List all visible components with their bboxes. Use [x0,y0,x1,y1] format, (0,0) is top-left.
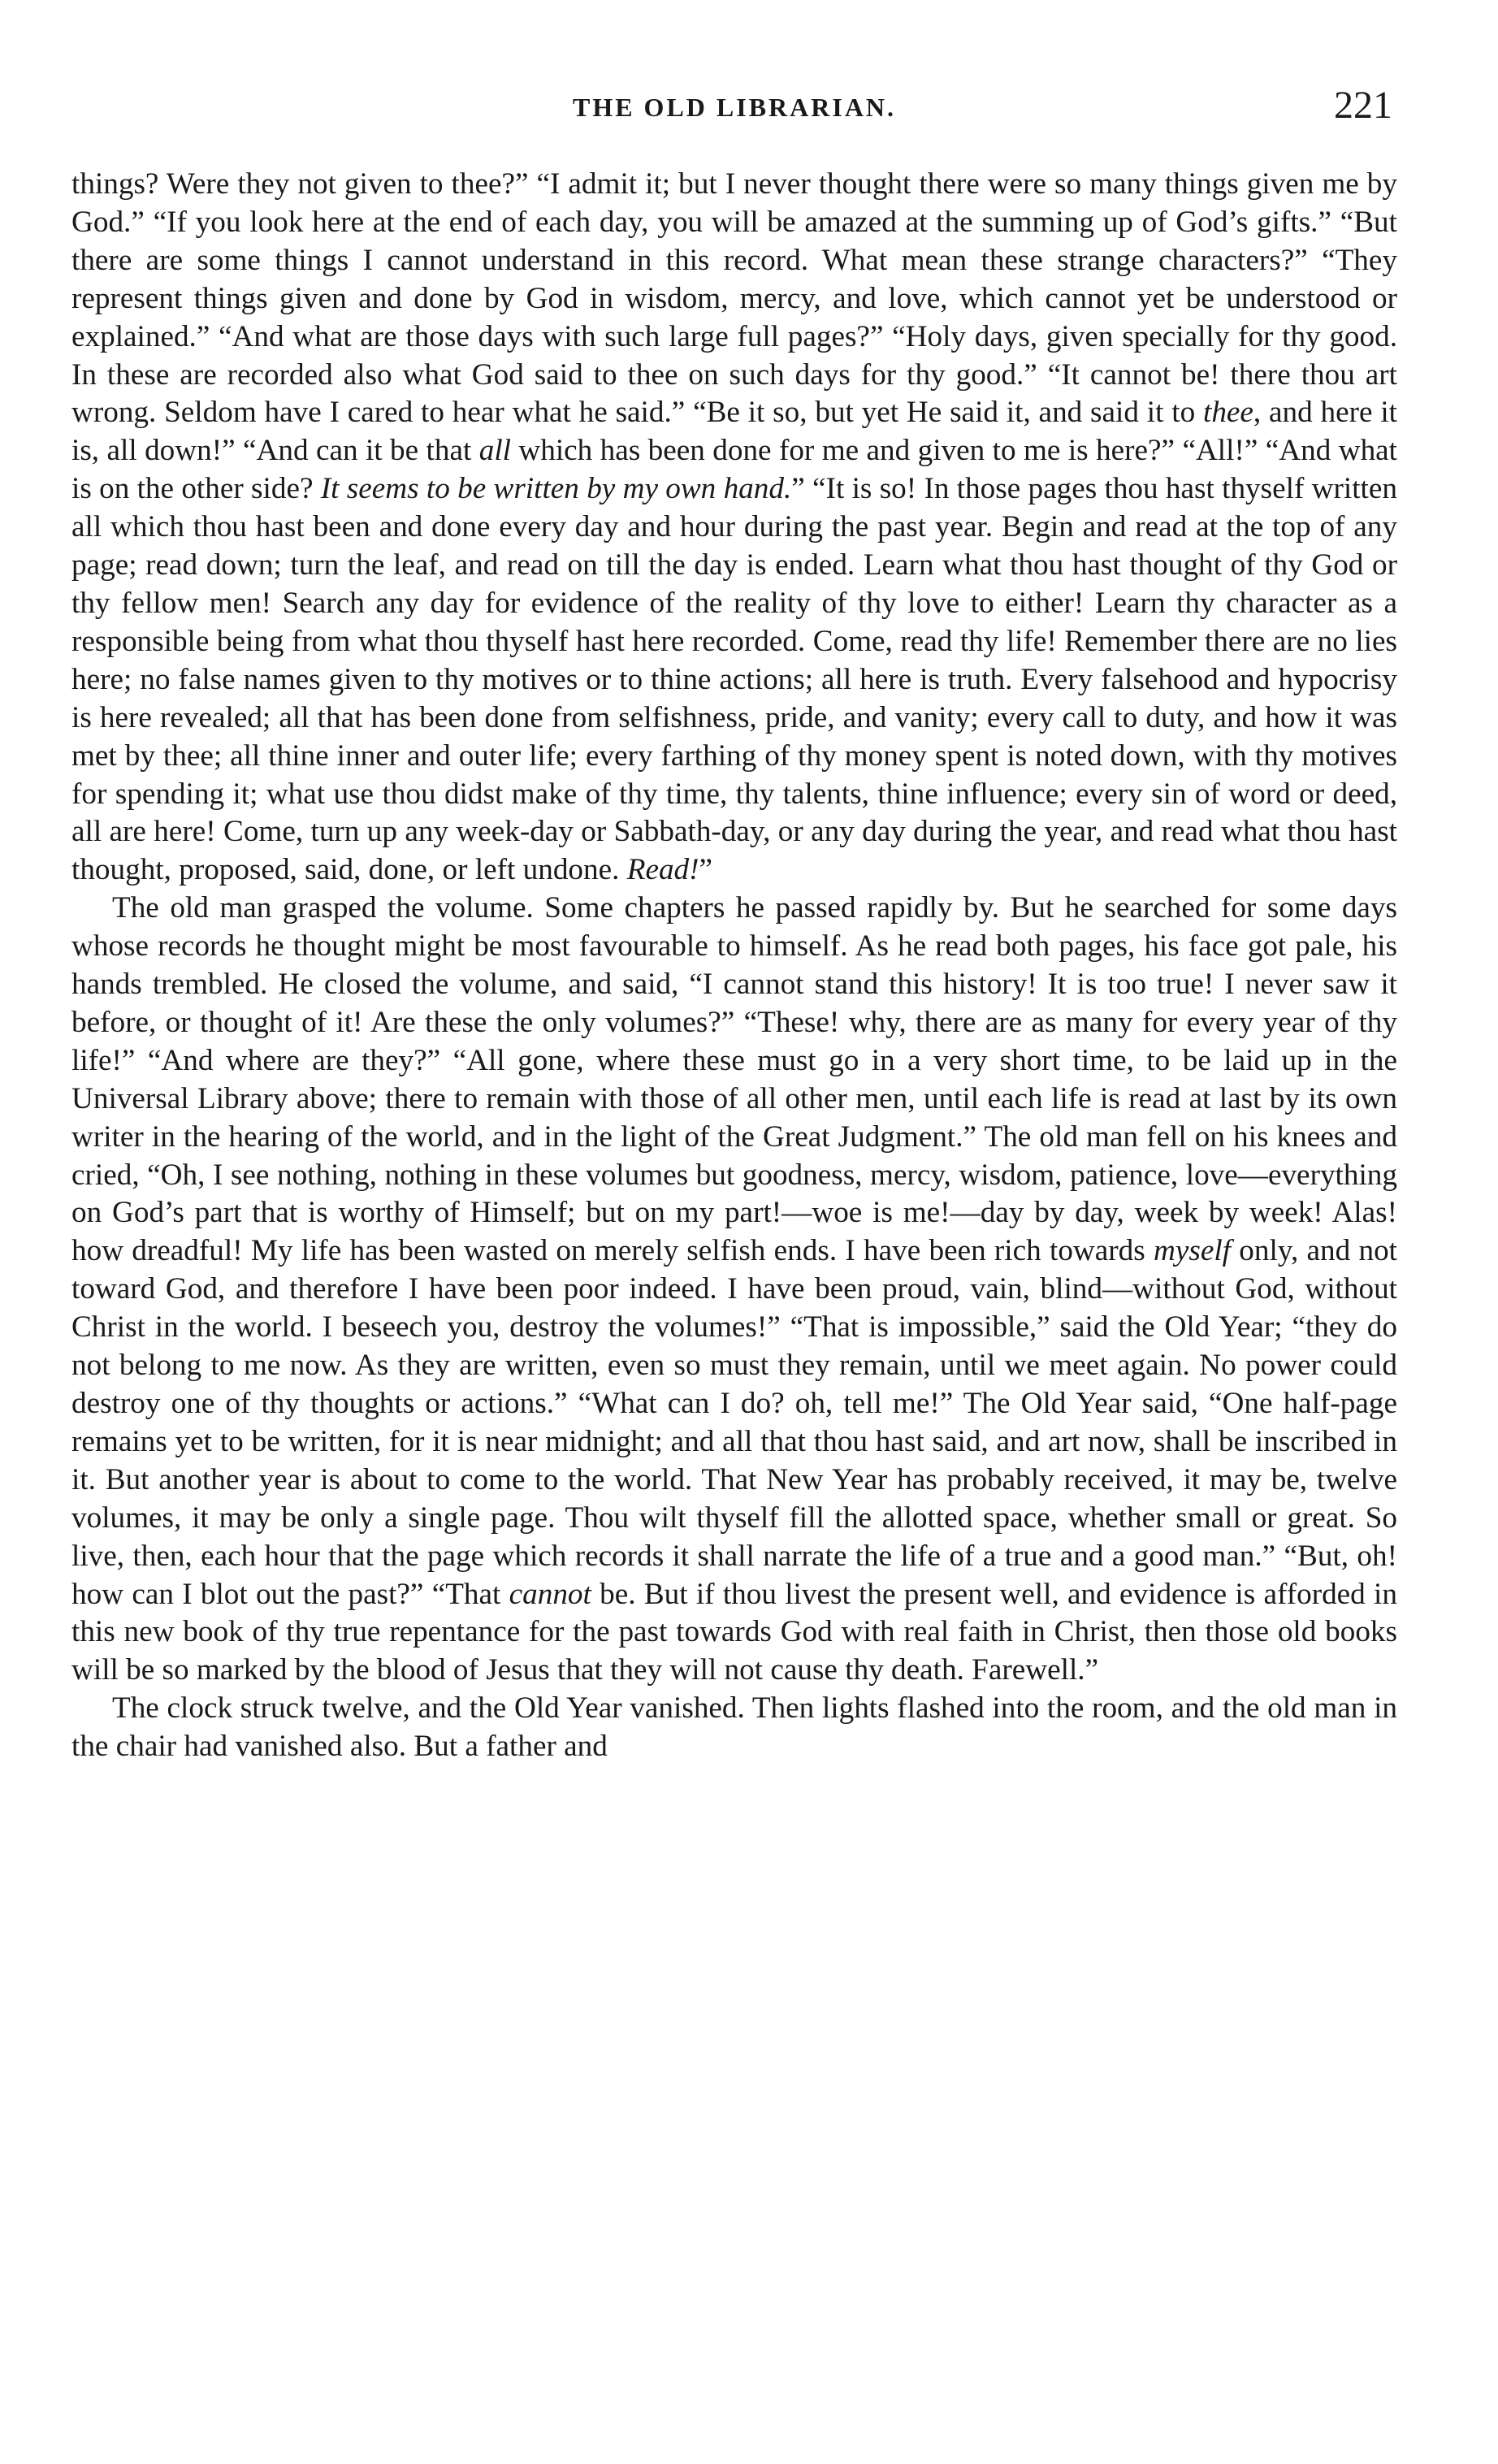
running-title: THE OLD LIBRARIAN. [572,93,897,122]
italic-run: It seems to be written by my own hand. [320,472,792,506]
italic-run: thee [1202,396,1253,430]
paragraph-continued [71,166,1397,890]
text-run: be. But if thou livest the present well, and evidence is afforded in this new book of thy true repentance for the past towards God with real faith in Christ, then those old books will be so marked by the blood of Jesus that they will not cause thy death. Farewell.” [71,1577,1397,1687]
text-run: things? Were they not given to thee?” “I admit it; but I never thought there were so many things given me by God.” “If you look here at the end of each day, you will be amazed at the summing up of God’s gifts.” “But there are some things I cannot understand in this record. What mean these strange characters?” “They represent things given and done by God in wisdom, mercy, and love, which cannot yet be understood or explained.” “And what are those days with such large full pages?” “Holy days, given specially for thy good. In these are recorded also what God said to thee on such days for thy good.” “It cannot be! there thou art wrong. Seldom have I cared to hear what he said.” “Be it so, but yet He said it, and said it to [71,167,1397,430]
page-number: 221 [1334,84,1392,127]
paragraph [71,890,1397,1690]
text-run: The clock struck twelve, and the Old Year vanished. Then lights flashed into the room, and the old man in the chair had vanished also. But a father and [71,1691,1397,1764]
italic-run: all [478,434,511,468]
paragraph [71,1690,1397,1766]
italic-run: myself [1154,1234,1232,1268]
italic-run: cannot [509,1577,591,1611]
text-run: , and here it is, all down!” “And can it be that [71,396,1397,468]
text-run: ” [699,853,713,887]
text-run: which has been done for me and given to me is here?” “All!” “And what is on the other side? [71,434,1397,506]
text-run: ” “It is so! In those pages thou hast thyself written all which thou hast been and done every day and hour during the past year. Begin and read at the top of any page; read down; turn the leaf, and read on till the day is ended. Learn what thou hast thought of thy God or thy fellow men! Search any day for evidence of the reality of thy love to either! Learn thy character as a responsible being from what thou thyself hast here recorded. Come, read thy life! Remember there are no lies here; no false names given to thy motives or to thine actions; all here is truth. Every falsehood and hypocrisy is here revealed; all that has been done from selfishness, pride, and vanity; every call to duty, and how it was met by thee; all thine inner and outer life; every farthing of thy money spent is noted down, with thy motives for spending it; what use thou didst make of thy time, thy talents, thine influence; every sin of word or deed, all are here! Come, turn up any week-day or Sabbath-day, or any day during the year, and read what thou hast thought, proposed, said, done, or left undone. [71,472,1397,887]
text-run: only, and not toward God, and therefore I have been poor indeed. I have been proud, vain, blind—without God, without Christ in the world. I beseech you, destroy the volumes!” “That is impossible,” said the Old Year; “they do not belong to me now. As they are written, even so must they remain, until we meet again. No power could destroy one of thy thoughts or actions.” “What can I do? oh, tell me!” The Old Year said, “One half-page remains yet to be written, for it is near midnight; and all that thou hast said, and art now, shall be inscribed in it. But another year is about to come to the world. That New Year has probably received, it may be, twelve volumes, it may be only a single page. Thou wilt thyself fill the allotted space, whether small or great. So live, then, each hour that the page which records it shall narrate the life of a true and a good man.” “But, oh! how can I blot out the past?” “That [71,1234,1397,1611]
running-header [71,78,1397,148]
text-run: The old man grasped the volume. Some chapters he passed rapidly by. But he searched for some days whose records he thought might be most favourable to himself. As he read both pages, his face got pale, his hands trembled. He closed the volume, and said, “I cannot stand this history! It is too true! I never saw it before, or thought of it! Are these the only volumes?” “These! why, there are as many for every year of thy life!” “And where are they?” “All gone, where these must go in a very short time, to be laid up in the Universal Library above; there to remain with those of all other men, until each life is read at last by its own writer in the hearing of the world, and in the light of the Great Judgment.” The old man fell on his knees and cried, “Oh, I see nothing, nothing in these volumes but goodness, mercy, wisdom, patience, love—everything on God’s part that is worthy of Himself; but on my part!—woe is me!—day by day, week by week! Alas! how dreadful! My life has been wasted on merely selfish ends. I have been rich towards [71,891,1397,1268]
italic-run: Read! [626,853,699,887]
body-text [71,166,1397,1766]
book-page [71,78,1397,2418]
